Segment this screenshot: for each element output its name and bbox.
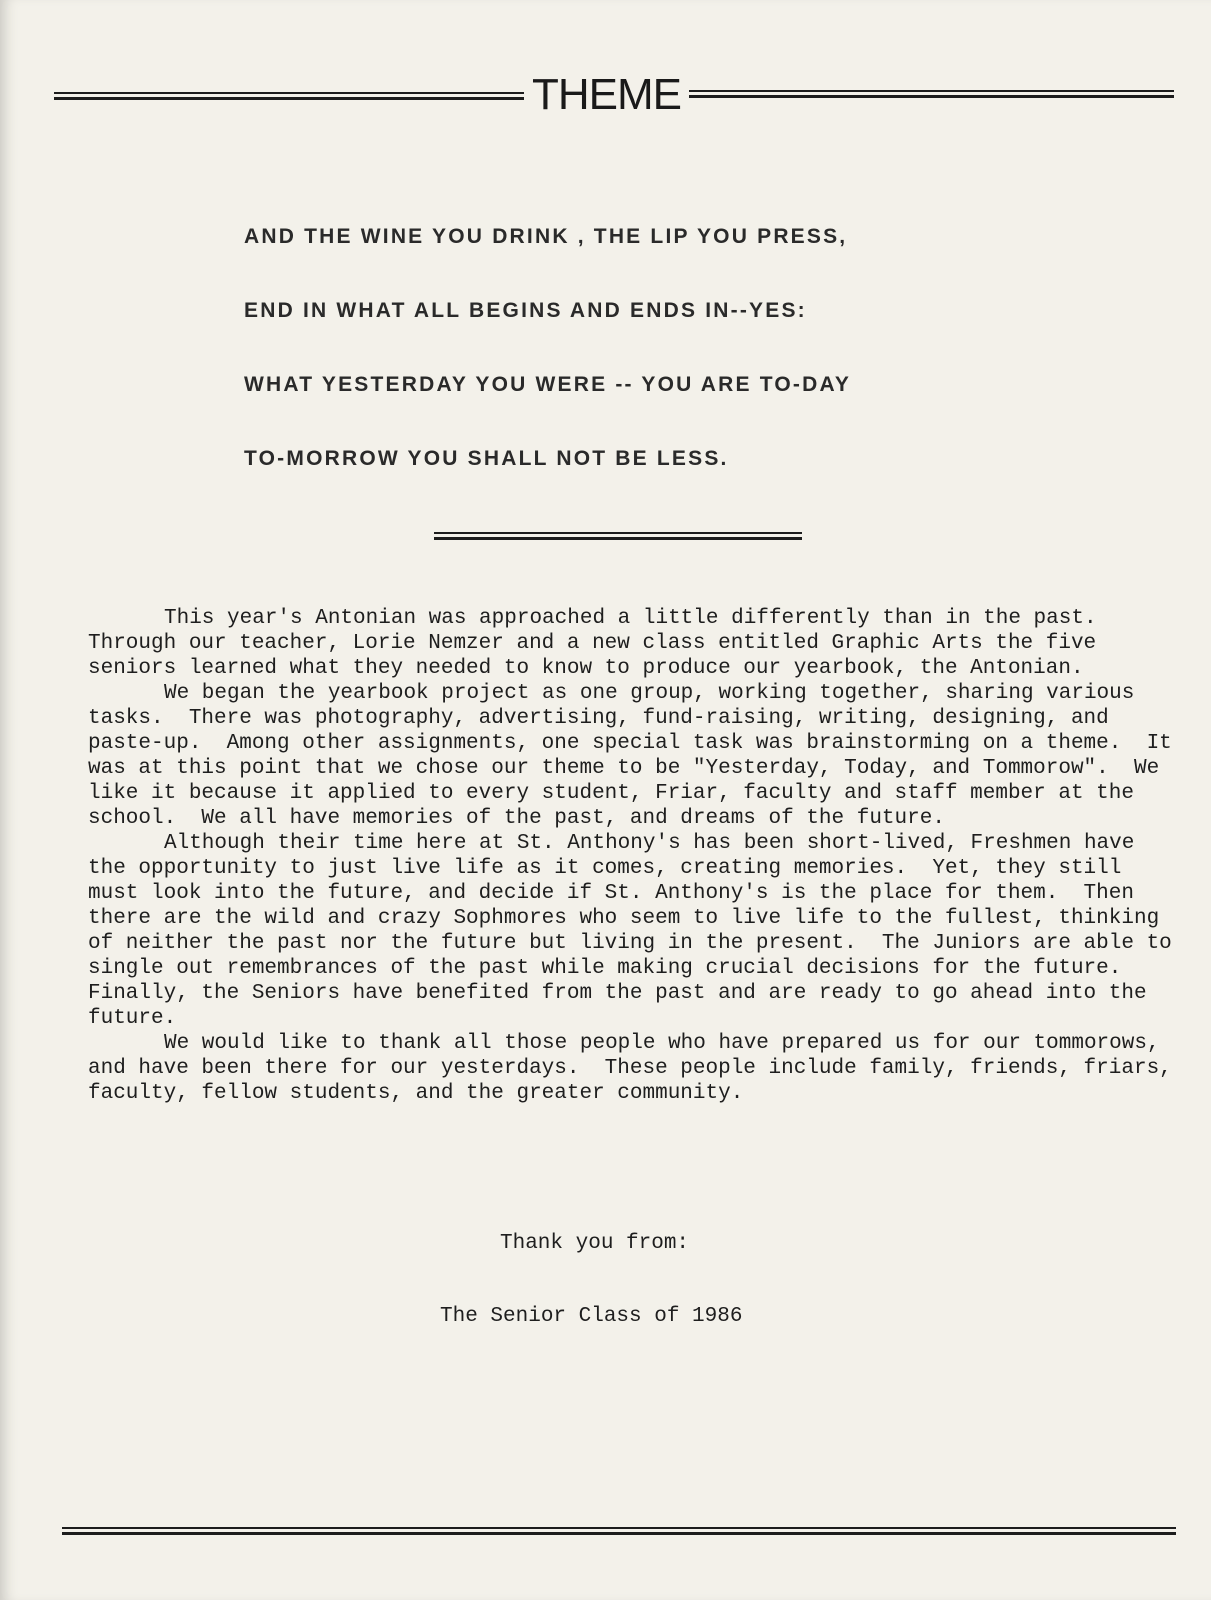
poem-line: AND THE WINE YOU DRINK , THE LIP YOU PRESS,	[244, 225, 848, 248]
signature-line: The Senior Class of 1986	[440, 1305, 743, 1328]
body-paragraph: Although their time here at St. Anthony's has been short-lived, Freshmen have the opportunity to just live life as it comes, creating memories. Yet, they still must look into the future, and decide if St. Anthony's is the place for them. Then there are the wild and crazy Sophmores who seem to live life to the fullest, thinking of neither the past nor the future but living in the present. The Juniors are able to single out remembrances of the past while making crucial decisions for the future. Finally, the Seniors have benefited from the past and are ready to go ahead into the future.	[88, 832, 1185, 1030]
header-rule-left	[54, 92, 524, 100]
body-paragraph: We began the yearbook project as one group, working together, sharing various tasks. There was photography, advertising, fund-raising, writing, designing, and paste-up. Among other assignments, one special task was brainstorming on a theme. It was at this point that we chose our theme to be "Yesterday, Today, and Tommorow". We like it because it applied to every student, Friar, faculty and staff member at the school. We all have memories of the past, and dreams of the future.	[88, 682, 1185, 830]
body-paragraph: We would like to thank all those people who have prepared us for our tommorows, and have been there for our yesterdays. These people include family, friends, friars, faculty, fellow students, and the greater community.	[88, 1032, 1185, 1105]
footer-rule	[62, 1527, 1176, 1535]
page-title: THEME	[532, 70, 681, 119]
header-rule-right	[689, 90, 1174, 98]
page-header	[54, 70, 1174, 130]
section-divider	[434, 532, 802, 540]
poem-line: WHAT YESTERDAY YOU WERE -- YOU ARE TO-DAY	[244, 373, 852, 396]
poem-line: TO-MORROW YOU SHALL NOT BE LESS.	[244, 447, 729, 470]
body-text	[88, 606, 1185, 1106]
poem-verse	[244, 225, 1044, 521]
body-paragraph: This year's Antonian was approached a little differently than in the past. Through our teacher, Lorie Nemzer and a new class entitled Graphic Arts the five seniors learned what they needed to know to produce our yearbook, the Antonian.	[88, 607, 1122, 680]
thanks-line: Thank you from:	[500, 1232, 690, 1255]
poem-line: END IN WHAT ALL BEGINS AND ENDS IN--YES:	[244, 299, 807, 322]
